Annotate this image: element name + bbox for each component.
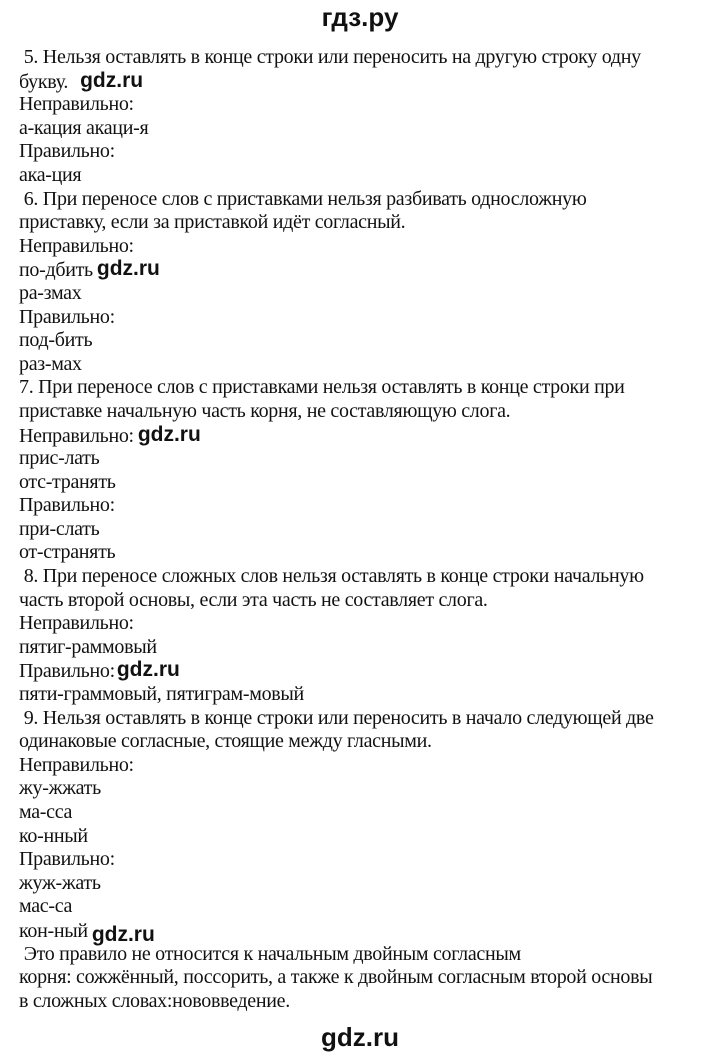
- rule-9-right-label: Правильно:: [19, 848, 115, 871]
- note-line-2: корня: сожжённый, поссорить, а также к двойным согласным второй основы: [19, 966, 653, 989]
- rule-8-wrong-example: пятиг-раммовый: [19, 635, 157, 658]
- rule-5-wrong-example: а-кация акаци-я: [19, 116, 149, 139]
- rule-6-wrong-example-1: [19, 258, 719, 282]
- rule-9-right-example-1: жуж-жать: [19, 871, 101, 894]
- rule-7-wrong-example-2: отс-транять: [19, 470, 116, 493]
- rule-8-right-label-line: [19, 659, 719, 683]
- rule-7-text-line-2: приставке начальную часть корня, не составляющую слога.: [19, 399, 511, 422]
- rule-6-wrong-word: по-дбить: [19, 259, 93, 282]
- rule-8-text-line-2: часть второй основы, если эта часть не составляет слога.: [19, 588, 488, 611]
- rule-8-text-line-1: 8. При переносе сложных слов нельзя оставлять в конце строки начальную: [19, 565, 644, 588]
- rule-9-wrong-example-1: жу-жжать: [19, 777, 101, 800]
- rule-7-wrong-example-1: прис-лать: [19, 447, 100, 470]
- watermark: gdz.ru: [91, 922, 155, 946]
- site-header-title: гдз.ру: [321, 2, 399, 32]
- rule-9-wrong-label: Неправильно:: [19, 753, 134, 776]
- rule-5-wrong-label: Неправильно:: [19, 93, 134, 116]
- document-body: [19, 46, 719, 1013]
- rule-7-right-example-1: при-слать: [19, 517, 100, 540]
- note-line-3: в сложных словах:нововведение.: [19, 989, 290, 1012]
- footer-watermark: gdz.ru: [321, 1022, 399, 1052]
- rule-8-right-label: Правильно:: [19, 660, 115, 683]
- rule-6-wrong-example-2: ра-змах: [19, 281, 82, 304]
- rule-9-right-example-2: мас-са: [19, 895, 73, 918]
- rule-7-wrong-label-line: [19, 424, 719, 448]
- rule-9-right-example-3-line: [19, 919, 719, 946]
- rule-6-right-example-2: раз-мах: [19, 352, 82, 375]
- rule-7-text-line-1: 7. При переносе слов с приставками нельзя оставлять в конце строки при: [19, 376, 625, 399]
- note-line-1: Это правило не относится к начальным двойным согласным: [19, 942, 521, 965]
- rule-7-right-label: Правильно:: [19, 494, 115, 517]
- rule-5-text-line-1: 5. Нельзя оставлять в конце строки или переносить на другую строку одну: [19, 46, 641, 68]
- rule-6-wrong-label: Неправильно:: [19, 234, 134, 257]
- rule-5-text-end: букву.: [19, 70, 69, 93]
- rule-9-text-line-1: 9. Нельзя оставлять в конце строки или переносить в начало следующей две: [19, 706, 654, 729]
- watermark: gdz.ru: [137, 422, 201, 446]
- rule-6-text-line-2: приставку, если за приставкой идёт согласный.: [19, 211, 406, 234]
- rule-6-right-label: Правильно:: [19, 305, 115, 328]
- watermark: gdz.ru: [116, 658, 180, 682]
- rule-7-wrong-label: Неправильно:: [19, 424, 134, 447]
- rule-9-right-example-3: кон-ный: [19, 919, 88, 942]
- rule-9-wrong-example-2: ма-сса: [19, 801, 73, 823]
- rule-8-wrong-label: Неправильно:: [19, 612, 134, 635]
- rule-7-right-example-2: от-странять: [19, 541, 116, 564]
- rule-9-text-line-2: одинаковые согласные, стоящие между гласными.: [19, 730, 432, 753]
- rule-5-right-label: Правильно:: [19, 140, 115, 163]
- rule-5-text-line-2: [19, 70, 719, 94]
- rule-6-text-line-1: 6. При переносе слов с приставками нельзя разбивать односложную: [19, 187, 587, 210]
- rule-9-wrong-example-3: ко-нный: [19, 824, 88, 847]
- rule-6-right-example-1: под-бить: [19, 329, 93, 352]
- watermark: gdz.ru: [96, 257, 160, 281]
- rule-5-right-example: ака-ция: [19, 163, 82, 186]
- watermark: gdz.ru: [80, 68, 144, 92]
- rule-8-right-example: пяти-граммовый, пятиграм-мовый: [19, 683, 304, 706]
